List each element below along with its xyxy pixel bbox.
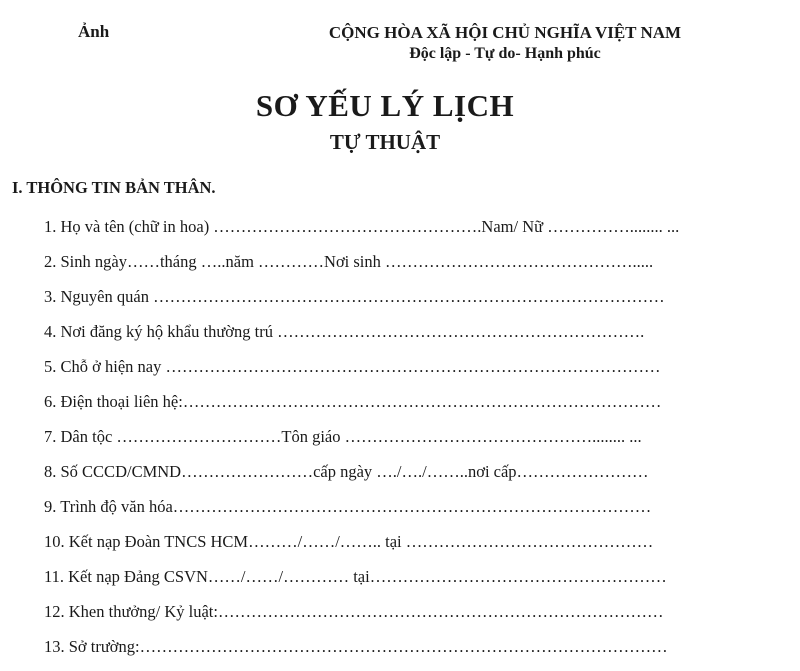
field-ethnicity-religion: 7. Dân tộc …………………………Tôn giáo ………………………………………........ ... <box>44 427 642 446</box>
document-title: SƠ YẾU LÝ LỊCH <box>255 88 515 123</box>
field-rewards-discipline: 12. Khen thưởng/ Kỷ luật:……………………………………………………………………… <box>44 602 664 621</box>
national-motto: Độc lập - Tự do- Hạnh phúc <box>409 45 601 62</box>
field-youth-union: 10. Kết nạp Đoàn TNCS HCM………/……/…….. tại ……………………………………… <box>44 532 654 551</box>
personal-info-fields <box>44 209 749 664</box>
field-strengths: 13. Sở trường:…………………………………………………………………………………… <box>44 637 668 656</box>
field-permanent-residence: 4. Nơi đăng ký hộ khẩu thường trú …………………………………………………………. <box>44 322 645 341</box>
national-header <box>300 22 710 64</box>
document-subtitle: TỰ THUẬT <box>329 130 441 154</box>
country-name: CỘNG HÒA XÃ HỘI CHỦ NGHĨA VIỆT NAM <box>328 23 682 42</box>
photo-placeholder-label: Ảnh <box>78 22 110 41</box>
field-education-level: 9. Trình độ văn hóa…………………………………………………………………………… <box>44 497 652 516</box>
field-full-name: 1. Họ và tên (chữ in hoa) ………………………………………….Nam/ Nữ ……………........ ... <box>44 217 680 236</box>
section-heading-personal-info: I. THÔNG TIN BẢN THÂN. <box>12 178 216 197</box>
field-current-address: 5. Chỗ ở hiện nay ……………………………………………………………………………… <box>44 357 661 376</box>
field-party-membership: 11. Kết nạp Đảng CSVN……/……/………… tại……………………………………………… <box>44 567 667 586</box>
field-hometown: 3. Nguyên quán ………………………………………………………………………………… <box>44 287 665 306</box>
field-date-of-birth: 2. Sinh ngày……tháng …..năm …………Nơi sinh ………………………………………..... <box>44 252 654 271</box>
field-id-card: 8. Số CCCD/CMND……………………cấp ngày …./…./……..nơi cấp…………………… <box>44 462 649 481</box>
field-phone: 6. Điện thoại liên hệ:…………………………………………………………………………… <box>44 392 662 411</box>
